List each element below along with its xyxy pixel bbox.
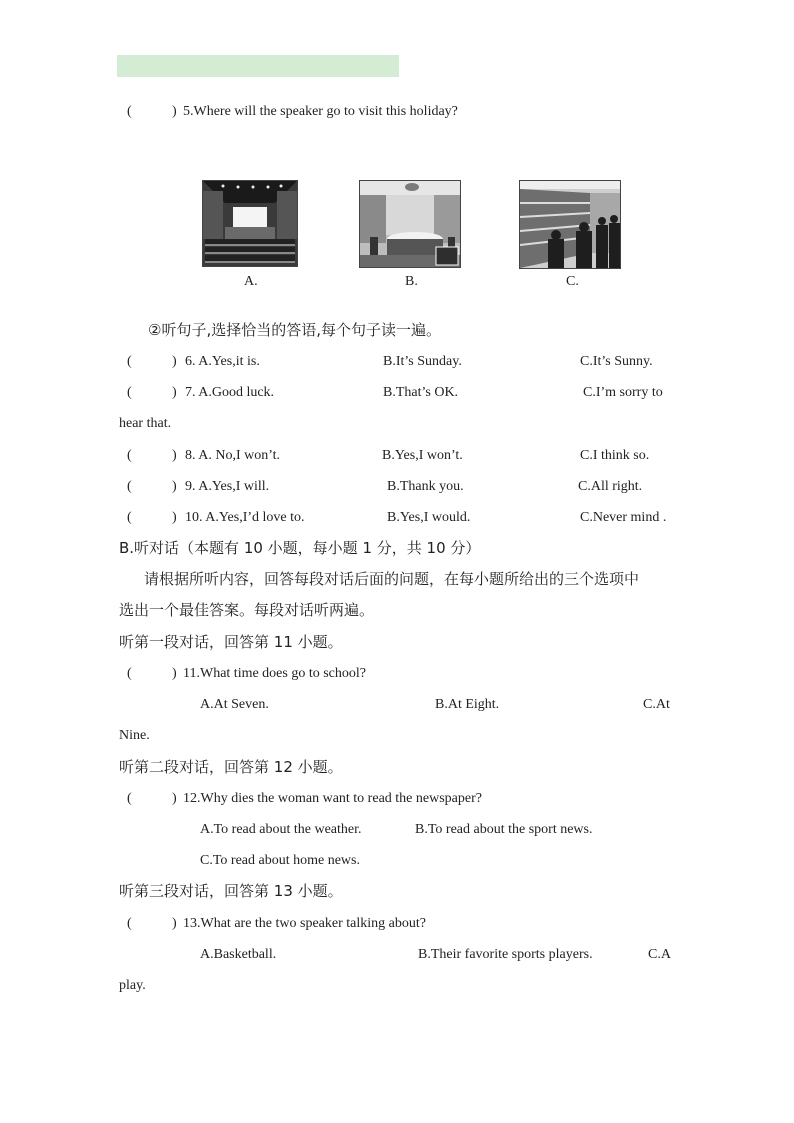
q8-option-a: 8. A. No,I won’t. (185, 448, 281, 463)
q12-paren-open: ( (127, 791, 132, 806)
q11-paren-close: ) (172, 666, 177, 681)
q11-paren-open: ( (127, 666, 132, 681)
q5-paren-close: ) (172, 104, 177, 119)
q11-continuation: Nine. (119, 728, 150, 743)
q10-paren-close: ) (172, 510, 177, 525)
q11-option-a: A.At Seven. (200, 697, 269, 712)
q7-continuation: hear that. (119, 416, 172, 431)
highlight-bar (117, 55, 399, 77)
q9-option-b: B.Thank you. (387, 479, 464, 494)
q9-option-c: C.All right. (578, 479, 643, 494)
q10-option-b: B.Yes,I would. (387, 510, 471, 525)
part2-instruction: ②听句子,选择恰当的答语,每个句子读一遍。 (148, 321, 441, 339)
q13-option-b: B.Their favorite sports players. (418, 947, 593, 962)
dialogue-3-heading: 听第三段对话，回答第 13 小题。 (119, 882, 343, 900)
picture-c-label: C. (566, 274, 579, 289)
q8-option-c: C.I think so. (580, 448, 650, 463)
q6-option-b: B.It’s Sunday. (383, 354, 462, 369)
q12-paren-close: ) (172, 791, 177, 806)
q10-option-a: 10. A.Yes,I’d love to. (185, 510, 305, 525)
q11-question: 11.What time does go to school? (183, 666, 366, 681)
cinema-picture (202, 180, 298, 267)
q5-paren-open: ( (127, 104, 132, 119)
q6-option-c: C.It’s Sunny. (580, 354, 653, 369)
q9-paren-close: ) (172, 479, 177, 494)
q7-option-a: 7. A.Good luck. (185, 385, 275, 400)
picture-a-label: A. (244, 274, 258, 289)
q13-option-a: A.Basketball. (200, 947, 277, 962)
section-b-instruction-1: 请根据所听内容，回答每段对话后面的问题，在每小题所给出的三个选项中 (144, 570, 640, 588)
dialogue-2-heading: 听第二段对话，回答第 12 小题。 (119, 758, 343, 776)
q12-option-b: B.To read about the sport news. (415, 822, 593, 837)
q8-paren-open: ( (127, 448, 132, 463)
dialogue-1-heading: 听第一段对话，回答第 11 小题。 (119, 633, 343, 651)
q6-paren-open: ( (127, 354, 132, 369)
q12-option-c: C.To read about home news. (200, 853, 360, 868)
q11-option-b: B.At Eight. (435, 697, 500, 712)
q13-continuation: play. (119, 978, 146, 993)
q10-option-c: C.Never mind . (580, 510, 667, 525)
q5-question: 5.Where will the speaker go to visit this holiday? (183, 104, 458, 119)
q9-option-a: 9. A.Yes,I will. (185, 479, 270, 494)
q12-option-a: A.To read about the weather. (200, 822, 362, 837)
q9-paren-open: ( (127, 479, 132, 494)
supermarket-picture (519, 180, 621, 269)
q11-option-c: C.At (643, 697, 670, 712)
section-b-title: B.听对话（本题有 10 小题，每小题 1 分，共 10 分） (119, 539, 481, 557)
restaurant-picture (359, 180, 461, 268)
q7-paren-close: ) (172, 385, 177, 400)
q13-paren-open: ( (127, 916, 132, 931)
q6-option-a: 6. A.Yes,it is. (185, 354, 260, 369)
q13-paren-close: ) (172, 916, 177, 931)
q13-option-c: C.A (648, 947, 671, 962)
picture-b-label: B. (405, 274, 418, 289)
q10-paren-open: ( (127, 510, 132, 525)
q12-question: 12.Why dies the woman want to read the newspaper? (183, 791, 482, 806)
q7-option-b: B.That’s OK. (383, 385, 459, 400)
q8-paren-close: ) (172, 448, 177, 463)
q13-question: 13.What are the two speaker talking about? (183, 916, 426, 931)
q8-option-b: B.Yes,I won’t. (382, 448, 463, 463)
q7-paren-open: ( (127, 385, 132, 400)
section-b-instruction-2: 选出一个最佳答案。每段对话听两遍。 (119, 601, 375, 619)
q7-option-c: C.I’m sorry to (583, 385, 663, 400)
q6-paren-close: ) (172, 354, 177, 369)
